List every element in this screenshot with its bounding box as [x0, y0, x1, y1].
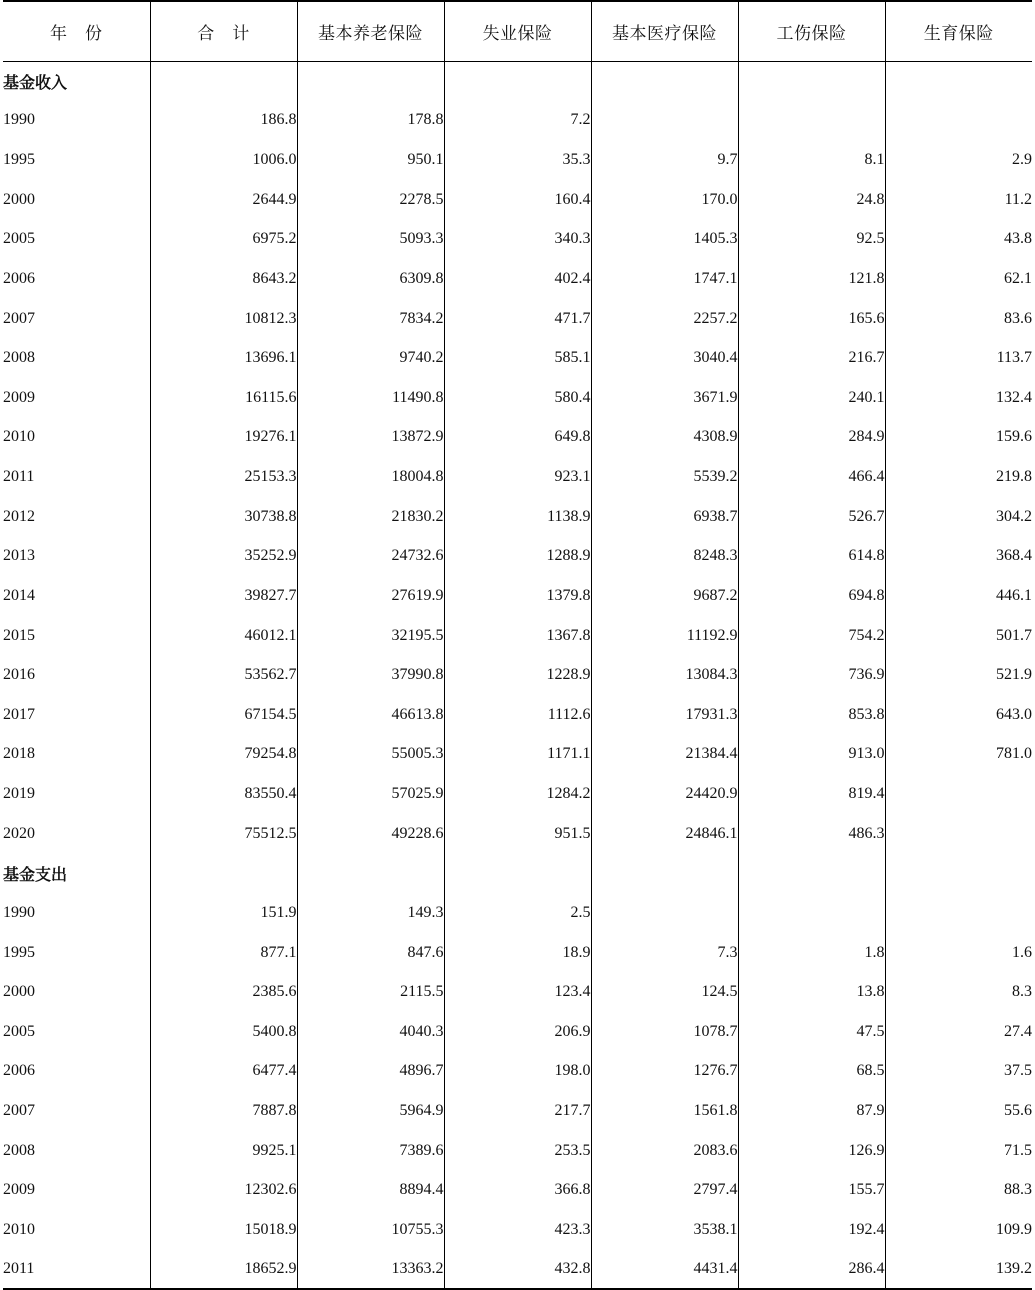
cell-total: 6975.2 — [150, 220, 297, 260]
cell-maternity — [885, 814, 1032, 854]
table-body — [3, 61, 1032, 1289]
cell-work-injury: 614.8 — [738, 537, 885, 577]
table-row — [3, 814, 1032, 854]
cell-unemployment: 1112.6 — [444, 695, 591, 735]
table-row — [3, 1210, 1032, 1250]
cell-medical: 9.7 — [591, 140, 738, 180]
cell-pension: 2115.5 — [297, 972, 444, 1012]
cell-medical: 4431.4 — [591, 1250, 738, 1290]
cell-maternity: 88.3 — [885, 1171, 1032, 1211]
section-title: 基金支出 — [3, 864, 68, 884]
cell-maternity: 521.9 — [885, 655, 1032, 695]
cell-maternity: 368.4 — [885, 537, 1032, 577]
cell-year: 2017 — [3, 705, 35, 723]
cell-maternity: 132.4 — [885, 378, 1032, 418]
cell-work-injury: 24.8 — [738, 180, 885, 220]
cell-unemployment: 951.5 — [444, 814, 591, 854]
cell-maternity: 2.9 — [885, 140, 1032, 180]
cell-work-injury: 92.5 — [738, 220, 885, 260]
cell-year: 2006 — [3, 1062, 35, 1080]
social-insurance-fund-table — [3, 0, 1032, 1290]
cell-work-injury: 13.8 — [738, 972, 885, 1012]
cell-year: 2012 — [3, 507, 35, 525]
cell-maternity: 43.8 — [885, 220, 1032, 260]
cell-maternity: 304.2 — [885, 497, 1032, 537]
cell-work-injury — [738, 101, 885, 141]
cell-year: 2000 — [3, 983, 35, 1001]
empty-cell — [297, 61, 444, 101]
cell-total: 16115.6 — [150, 378, 297, 418]
cell-pension: 950.1 — [297, 140, 444, 180]
cell-total: 79254.8 — [150, 735, 297, 775]
cell-work-injury: 216.7 — [738, 338, 885, 378]
cell-unemployment: 1379.8 — [444, 576, 591, 616]
cell-year: 2009 — [3, 1181, 35, 1199]
table-row — [3, 893, 1032, 933]
cell-year: 2006 — [3, 269, 35, 287]
cell-medical: 1276.7 — [591, 1052, 738, 1092]
cell-year: 2007 — [3, 1102, 35, 1120]
cell-medical: 4308.9 — [591, 418, 738, 458]
cell-total: 10812.3 — [150, 299, 297, 339]
cell-total: 5400.8 — [150, 1012, 297, 1052]
cell-medical: 7.3 — [591, 933, 738, 973]
cell-pension: 2278.5 — [297, 180, 444, 220]
table-row — [3, 180, 1032, 220]
cell-unemployment: 585.1 — [444, 338, 591, 378]
cell-medical: 5539.2 — [591, 457, 738, 497]
cell-medical — [591, 101, 738, 141]
cell-unemployment: 340.3 — [444, 220, 591, 260]
cell-maternity: 139.2 — [885, 1250, 1032, 1290]
table-row — [3, 735, 1032, 775]
cell-total: 15018.9 — [150, 1210, 297, 1250]
cell-pension: 5093.3 — [297, 220, 444, 260]
cell-medical: 24420.9 — [591, 774, 738, 814]
cell-pension: 27619.9 — [297, 576, 444, 616]
cell-pension: 18004.8 — [297, 457, 444, 497]
cell-unemployment: 366.8 — [444, 1171, 591, 1211]
table-row — [3, 774, 1032, 814]
cell-pension: 149.3 — [297, 893, 444, 933]
cell-total: 19276.1 — [150, 418, 297, 458]
cell-pension: 8894.4 — [297, 1171, 444, 1211]
cell-year: 2011 — [3, 468, 35, 486]
cell-pension: 21830.2 — [297, 497, 444, 537]
cell-medical: 8248.3 — [591, 537, 738, 577]
cell-maternity: 109.9 — [885, 1210, 1032, 1250]
cell-maternity: 71.5 — [885, 1131, 1032, 1171]
table-row — [3, 457, 1032, 497]
cell-medical: 3671.9 — [591, 378, 738, 418]
cell-maternity: 27.4 — [885, 1012, 1032, 1052]
cell-pension: 7389.6 — [297, 1131, 444, 1171]
cell-unemployment: 7.2 — [444, 101, 591, 141]
cell-maternity: 501.7 — [885, 616, 1032, 656]
cell-pension: 6309.8 — [297, 259, 444, 299]
header-total: 合 计 — [150, 1, 297, 61]
cell-unemployment: 1284.2 — [444, 774, 591, 814]
header-medical: 基本医疗保险 — [591, 1, 738, 61]
cell-unemployment: 206.9 — [444, 1012, 591, 1052]
cell-unemployment: 160.4 — [444, 180, 591, 220]
table-row — [3, 1250, 1032, 1290]
table-row — [3, 497, 1032, 537]
cell-unemployment: 18.9 — [444, 933, 591, 973]
cell-maternity: 219.8 — [885, 457, 1032, 497]
cell-total: 8643.2 — [150, 259, 297, 299]
table-row — [3, 220, 1032, 260]
cell-work-injury: 240.1 — [738, 378, 885, 418]
cell-total: 83550.4 — [150, 774, 297, 814]
table-row — [3, 1052, 1032, 1092]
cell-year: 2000 — [3, 190, 35, 208]
cell-work-injury: 819.4 — [738, 774, 885, 814]
cell-pension: 4040.3 — [297, 1012, 444, 1052]
cell-total: 18652.9 — [150, 1250, 297, 1290]
cell-maternity: 8.3 — [885, 972, 1032, 1012]
cell-medical: 1561.8 — [591, 1091, 738, 1131]
empty-cell — [444, 61, 591, 101]
cell-work-injury — [738, 893, 885, 933]
cell-pension: 49228.6 — [297, 814, 444, 854]
cell-total: 35252.9 — [150, 537, 297, 577]
section-row — [3, 854, 1032, 894]
cell-total: 53562.7 — [150, 655, 297, 695]
cell-work-injury: 155.7 — [738, 1171, 885, 1211]
cell-year: 2010 — [3, 1220, 35, 1238]
cell-total: 1006.0 — [150, 140, 297, 180]
table-row — [3, 972, 1032, 1012]
section-row — [3, 61, 1032, 101]
table-row — [3, 1012, 1032, 1052]
cell-pension: 847.6 — [297, 933, 444, 973]
cell-year: 2008 — [3, 349, 35, 367]
cell-year: 2005 — [3, 230, 35, 248]
cell-medical: 3538.1 — [591, 1210, 738, 1250]
empty-cell — [738, 854, 885, 894]
table-row — [3, 338, 1032, 378]
cell-total: 2644.9 — [150, 180, 297, 220]
cell-year: 2010 — [3, 428, 35, 446]
cell-year: 2005 — [3, 1022, 35, 1040]
cell-unemployment: 198.0 — [444, 1052, 591, 1092]
cell-year: 2018 — [3, 745, 35, 763]
cell-work-injury: 192.4 — [738, 1210, 885, 1250]
table-row — [3, 695, 1032, 735]
cell-medical: 13084.3 — [591, 655, 738, 695]
cell-pension: 13363.2 — [297, 1250, 444, 1290]
table-row — [3, 1131, 1032, 1171]
cell-work-injury: 853.8 — [738, 695, 885, 735]
cell-maternity — [885, 774, 1032, 814]
header-work-injury: 工伤保险 — [738, 1, 885, 61]
cell-unemployment: 432.8 — [444, 1250, 591, 1290]
cell-medical: 6938.7 — [591, 497, 738, 537]
cell-pension: 9740.2 — [297, 338, 444, 378]
cell-pension: 57025.9 — [297, 774, 444, 814]
cell-unemployment: 923.1 — [444, 457, 591, 497]
cell-work-injury: 466.4 — [738, 457, 885, 497]
cell-unemployment: 1288.9 — [444, 537, 591, 577]
cell-total: 9925.1 — [150, 1131, 297, 1171]
cell-pension: 10755.3 — [297, 1210, 444, 1250]
cell-year: 1990 — [3, 111, 35, 129]
cell-year: 1995 — [3, 151, 35, 169]
cell-maternity: 55.6 — [885, 1091, 1032, 1131]
cell-total: 67154.5 — [150, 695, 297, 735]
cell-work-injury: 68.5 — [738, 1052, 885, 1092]
table-row — [3, 537, 1032, 577]
cell-unemployment: 580.4 — [444, 378, 591, 418]
cell-total: 30738.8 — [150, 497, 297, 537]
cell-year: 2013 — [3, 547, 35, 565]
cell-year: 2011 — [3, 1250, 150, 1290]
cell-work-injury: 754.2 — [738, 616, 885, 656]
cell-medical: 124.5 — [591, 972, 738, 1012]
cell-medical — [591, 893, 738, 933]
cell-maternity: 643.0 — [885, 695, 1032, 735]
empty-cell — [738, 61, 885, 101]
empty-cell — [297, 854, 444, 894]
cell-pension: 11490.8 — [297, 378, 444, 418]
header-maternity: 生育保险 — [885, 1, 1032, 61]
cell-total: 12302.6 — [150, 1171, 297, 1211]
cell-year: 2009 — [3, 388, 35, 406]
cell-medical: 2797.4 — [591, 1171, 738, 1211]
cell-total: 75512.5 — [150, 814, 297, 854]
cell-year: 1995 — [3, 943, 35, 961]
cell-maternity: 1.6 — [885, 933, 1032, 973]
cell-unemployment: 253.5 — [444, 1131, 591, 1171]
cell-medical: 21384.4 — [591, 735, 738, 775]
cell-medical: 1078.7 — [591, 1012, 738, 1052]
cell-unemployment: 217.7 — [444, 1091, 591, 1131]
table-row — [3, 259, 1032, 299]
empty-cell — [885, 61, 1032, 101]
cell-work-injury: 121.8 — [738, 259, 885, 299]
cell-unemployment: 2.5 — [444, 893, 591, 933]
cell-maternity: 62.1 — [885, 259, 1032, 299]
table-row — [3, 655, 1032, 695]
table-row — [3, 616, 1032, 656]
cell-total: 25153.3 — [150, 457, 297, 497]
cell-total: 186.8 — [150, 101, 297, 141]
cell-pension: 46613.8 — [297, 695, 444, 735]
cell-work-injury: 286.4 — [738, 1250, 885, 1290]
cell-year: 2016 — [3, 666, 35, 684]
cell-pension: 13872.9 — [297, 418, 444, 458]
cell-pension: 37990.8 — [297, 655, 444, 695]
cell-maternity: 37.5 — [885, 1052, 1032, 1092]
cell-medical: 170.0 — [591, 180, 738, 220]
cell-maternity: 159.6 — [885, 418, 1032, 458]
cell-unemployment: 123.4 — [444, 972, 591, 1012]
cell-medical: 9687.2 — [591, 576, 738, 616]
cell-total: 2385.6 — [150, 972, 297, 1012]
table-row — [3, 299, 1032, 339]
cell-medical: 2083.6 — [591, 1131, 738, 1171]
cell-maternity: 11.2 — [885, 180, 1032, 220]
empty-cell — [150, 854, 297, 894]
cell-unemployment: 402.4 — [444, 259, 591, 299]
section-title: 基金收入 — [3, 72, 68, 92]
cell-maternity: 781.0 — [885, 735, 1032, 775]
cell-medical: 1405.3 — [591, 220, 738, 260]
cell-year: 2008 — [3, 1141, 35, 1159]
table-row — [3, 1171, 1032, 1211]
cell-unemployment: 471.7 — [444, 299, 591, 339]
cell-maternity — [885, 101, 1032, 141]
cell-year: 2019 — [3, 785, 35, 803]
cell-medical: 24846.1 — [591, 814, 738, 854]
cell-medical: 3040.4 — [591, 338, 738, 378]
cell-work-injury: 165.6 — [738, 299, 885, 339]
cell-work-injury: 284.9 — [738, 418, 885, 458]
cell-pension: 32195.5 — [297, 616, 444, 656]
cell-year: 1990 — [3, 903, 35, 921]
cell-maternity: 113.7 — [885, 338, 1032, 378]
table-row — [3, 378, 1032, 418]
cell-year: 2014 — [3, 586, 35, 604]
table-row — [3, 1091, 1032, 1131]
cell-total: 7887.8 — [150, 1091, 297, 1131]
cell-work-injury: 47.5 — [738, 1012, 885, 1052]
table-row — [3, 140, 1032, 180]
cell-maternity: 83.6 — [885, 299, 1032, 339]
cell-work-injury: 486.3 — [738, 814, 885, 854]
table-header — [3, 1, 1032, 61]
cell-total: 151.9 — [150, 893, 297, 933]
cell-year: 2007 — [3, 309, 35, 327]
table-row — [3, 418, 1032, 458]
cell-unemployment: 1138.9 — [444, 497, 591, 537]
cell-work-injury: 526.7 — [738, 497, 885, 537]
cell-unemployment: 35.3 — [444, 140, 591, 180]
header-unemployment: 失业保险 — [444, 1, 591, 61]
cell-year: 2015 — [3, 626, 35, 644]
cell-medical: 11192.9 — [591, 616, 738, 656]
cell-unemployment: 1171.1 — [444, 735, 591, 775]
header-pension: 基本养老保险 — [297, 1, 444, 61]
cell-unemployment: 1228.9 — [444, 655, 591, 695]
cell-pension: 4896.7 — [297, 1052, 444, 1092]
cell-unemployment: 1367.8 — [444, 616, 591, 656]
cell-work-injury: 736.9 — [738, 655, 885, 695]
table-row — [3, 933, 1032, 973]
cell-total: 39827.7 — [150, 576, 297, 616]
empty-cell — [150, 61, 297, 101]
cell-total: 13696.1 — [150, 338, 297, 378]
empty-cell — [591, 854, 738, 894]
cell-unemployment: 423.3 — [444, 1210, 591, 1250]
cell-unemployment: 649.8 — [444, 418, 591, 458]
cell-work-injury: 8.1 — [738, 140, 885, 180]
cell-work-injury: 87.9 — [738, 1091, 885, 1131]
cell-maternity: 446.1 — [885, 576, 1032, 616]
empty-cell — [591, 61, 738, 101]
cell-pension: 178.8 — [297, 101, 444, 141]
cell-work-injury: 913.0 — [738, 735, 885, 775]
table-row — [3, 576, 1032, 616]
empty-cell — [444, 854, 591, 894]
cell-work-injury: 1.8 — [738, 933, 885, 973]
cell-total: 46012.1 — [150, 616, 297, 656]
cell-pension: 24732.6 — [297, 537, 444, 577]
cell-medical: 17931.3 — [591, 695, 738, 735]
cell-total: 877.1 — [150, 933, 297, 973]
cell-work-injury: 694.8 — [738, 576, 885, 616]
cell-maternity — [885, 893, 1032, 933]
empty-cell — [885, 854, 1032, 894]
cell-medical: 2257.2 — [591, 299, 738, 339]
cell-total: 6477.4 — [150, 1052, 297, 1092]
cell-work-injury: 126.9 — [738, 1131, 885, 1171]
cell-medical: 1747.1 — [591, 259, 738, 299]
header-year: 年 份 — [3, 1, 150, 61]
cell-pension: 5964.9 — [297, 1091, 444, 1131]
table-row — [3, 101, 1032, 141]
cell-pension: 55005.3 — [297, 735, 444, 775]
cell-year: 2020 — [3, 824, 35, 842]
cell-pension: 7834.2 — [297, 299, 444, 339]
